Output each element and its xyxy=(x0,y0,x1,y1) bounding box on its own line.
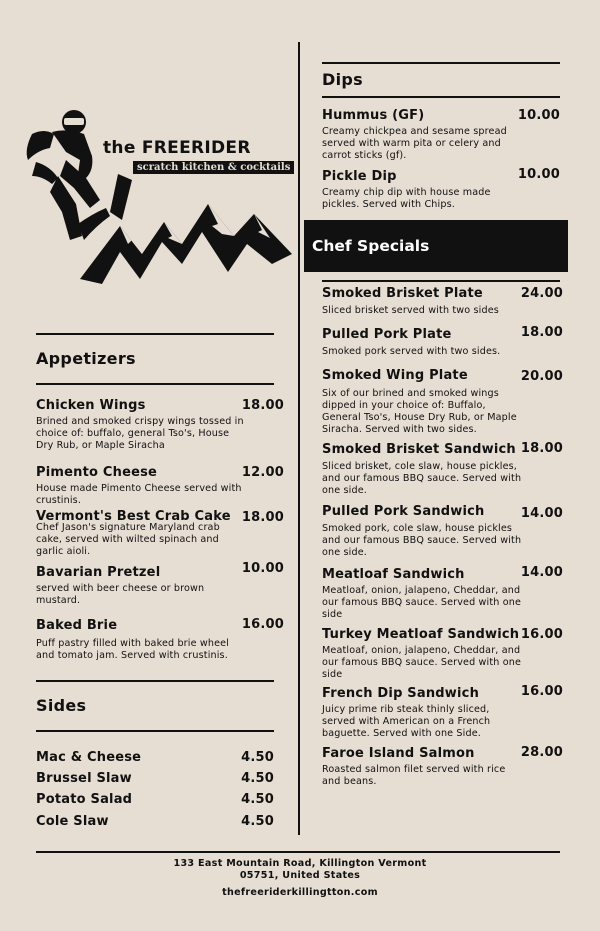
item-description: Juicy prime rib steak thinly sliced, served with American on a French baguette. Served with one Side. xyxy=(322,704,491,739)
item-price: 14.00 xyxy=(520,506,563,521)
footer-rule xyxy=(36,851,560,853)
item-price: 16.00 xyxy=(241,617,284,632)
item-description: Sliced brisket served with two sides xyxy=(322,305,499,316)
column-divider xyxy=(298,42,300,835)
sides-bottom-rule xyxy=(36,730,274,732)
appetizers-heading: Appetizers xyxy=(36,349,136,368)
item-name: Pulled Pork Sandwich xyxy=(322,504,485,519)
chef-specials-heading: Chef Specials xyxy=(312,237,430,255)
snowboarder-mountain-logo xyxy=(22,104,302,294)
specials-rule xyxy=(322,280,560,282)
dips-top-rule xyxy=(322,62,560,64)
item-description: Smoked pork served with two sides. xyxy=(322,346,501,357)
appetizers-top-rule xyxy=(36,333,274,335)
item-name: Meatloaf Sandwich xyxy=(322,567,465,582)
item-price: 4.50 xyxy=(241,750,274,765)
item-name: Faroe Island Salmon xyxy=(322,746,475,761)
item-name: Smoked Wing Plate xyxy=(322,368,468,383)
item-description: Roasted salmon filet served with rice and beans. xyxy=(322,764,506,787)
brand-title: the FREERIDER xyxy=(103,138,251,158)
item-name: Hummus (GF) xyxy=(322,108,425,123)
sides-top-rule xyxy=(36,680,274,682)
item-name: Chicken Wings xyxy=(36,398,146,413)
snowboarder-icon xyxy=(27,110,132,240)
mountains-icon xyxy=(80,204,292,284)
item-description: Six of our brined and smoked wings dipped in your choice of: Buffalo, General Tso's, House Dry Rub, or Maple Siracha. Served with two sides. xyxy=(322,388,517,435)
item-price: 10.00 xyxy=(517,167,560,182)
item-description: Brined and smoked crispy wings tossed in choice of: buffalo, general Tso's, House Dry Rub, or Maple Siracha xyxy=(36,416,244,451)
item-name: Pulled Pork Plate xyxy=(322,327,452,342)
dips-bottom-rule xyxy=(322,96,560,98)
item-price: 4.50 xyxy=(241,814,274,829)
footer-address-line-1: 133 East Mountain Road, Killington Vermont xyxy=(173,858,427,869)
item-price: 4.50 xyxy=(241,792,274,807)
item-price: 28.00 xyxy=(520,745,563,760)
item-name: French Dip Sandwich xyxy=(322,686,480,701)
item-description: Puff pastry filled with baked brie wheel and tomato jam. Served with crustinis. xyxy=(36,638,229,661)
item-name: Pimento Cheese xyxy=(36,465,158,480)
item-price: 14.00 xyxy=(520,565,563,580)
item-price: 18.00 xyxy=(241,398,284,413)
item-name: Turkey Meatloaf Sandwich xyxy=(322,627,520,642)
item-name: Baked Brie xyxy=(36,618,118,633)
appetizers-bottom-rule xyxy=(36,383,274,385)
item-price: 24.00 xyxy=(520,286,563,301)
dips-heading: Dips xyxy=(322,70,363,89)
item-name: Brussel Slaw xyxy=(36,771,132,786)
item-name: Cole Slaw xyxy=(36,814,109,829)
chef-specials-banner xyxy=(304,220,568,272)
footer-website: thefreeriderkillingtton.com xyxy=(222,887,378,898)
item-name: Smoked Brisket Sandwich xyxy=(322,442,516,457)
item-name: Mac & Cheese xyxy=(36,750,142,765)
sides-heading: Sides xyxy=(36,696,87,715)
item-name: Smoked Brisket Plate xyxy=(322,286,483,301)
item-description: House made Pimento Cheese served with crustinis. xyxy=(36,483,242,506)
item-price: 16.00 xyxy=(520,627,563,642)
item-description: Meatloaf, onion, jalapeno, Cheddar, and our famous BBQ sauce. Served with one side xyxy=(322,645,522,680)
item-price: 18.00 xyxy=(520,325,563,340)
item-price: 4.50 xyxy=(241,771,274,786)
item-description: Meatloaf, onion, jalapeno, Cheddar, and our famous BBQ sauce. Served with one side xyxy=(322,585,522,620)
item-description: Chef Jason's signature Maryland crab cake, served with wilted spinach and garlic aioli. xyxy=(36,522,220,557)
item-description: served with beer cheese or brown mustard. xyxy=(36,583,205,606)
item-description: Smoked pork, cole slaw, house pickles and our famous BBQ sauce. Served with one side. xyxy=(322,523,522,558)
item-price: 10.00 xyxy=(241,561,284,576)
item-price: 16.00 xyxy=(520,684,563,699)
item-name: Vermont's Best Crab Cake xyxy=(36,509,231,524)
item-name: Bavarian Pretzel xyxy=(36,565,161,580)
brand-subtitle: scratch kitchen & cocktails xyxy=(133,161,294,174)
item-description: Creamy chickpea and sesame spread served with warm pita or celery and carrot sticks (gf). xyxy=(322,126,507,161)
item-price: 18.00 xyxy=(241,510,284,525)
item-name: Pickle Dip xyxy=(322,169,397,184)
item-price: 10.00 xyxy=(517,108,560,123)
item-name: Potato Salad xyxy=(36,792,133,807)
footer-address-line-2: 05751, United States xyxy=(239,870,361,881)
item-price: 12.00 xyxy=(241,465,284,480)
item-price: 18.00 xyxy=(520,441,563,456)
item-price: 20.00 xyxy=(520,369,563,384)
item-description: Creamy chip dip with house made pickles. Served with Chips. xyxy=(322,187,491,210)
item-description: Sliced brisket, cole slaw, house pickles, and our famous BBQ sauce. Served with one side. xyxy=(322,461,522,496)
